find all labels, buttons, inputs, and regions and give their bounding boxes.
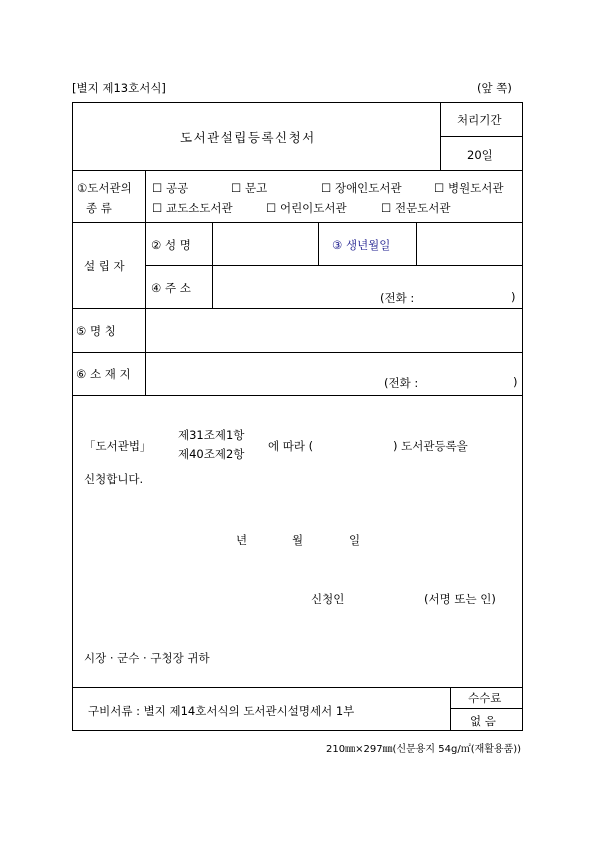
address-field[interactable]	[214, 267, 520, 307]
option-label: 전문도서관	[394, 201, 451, 215]
date-month-label: 월	[292, 533, 304, 547]
birthdate-field[interactable]	[418, 224, 520, 264]
checkbox-icon[interactable]: ☐	[231, 181, 242, 195]
processing-period-label: 처리기간	[457, 113, 502, 127]
founder-phone-label: (전화 :	[380, 291, 415, 305]
address-label: ④ 주 소	[151, 281, 191, 295]
checkbox-icon[interactable]: ☐	[434, 181, 445, 195]
law-name: 「도서관법」	[84, 439, 152, 453]
founder-phone-close: )	[511, 290, 516, 304]
library-name-field[interactable]	[147, 310, 520, 350]
paper-specification: 210㎜×297㎜(신문용지 54g/㎡(재활용품))	[326, 744, 522, 755]
birthdate-label: ③ 생년월일	[332, 238, 391, 252]
article-1: 제31조제1항	[178, 428, 245, 442]
checkbox-icon[interactable]: ☐	[321, 181, 332, 195]
fee-value: 없 음	[470, 714, 496, 728]
library-type-option-prison[interactable]	[152, 200, 233, 216]
register-text: ) 도서관등록을	[393, 439, 468, 453]
library-type-option-bunko[interactable]	[231, 180, 267, 196]
signature-label: (서명 또는 인)	[424, 592, 496, 606]
apply-text: 신청합니다.	[84, 472, 144, 486]
name-field[interactable]	[214, 224, 316, 264]
library-type-label-line1: ①도서관의	[77, 181, 132, 195]
signature-field[interactable]	[354, 586, 420, 606]
option-label: 교도소도서관	[165, 201, 233, 215]
location-phone-close: )	[513, 375, 518, 389]
fee-label: 수수료	[468, 691, 502, 705]
checkbox-icon[interactable]: ☐	[152, 201, 163, 215]
recipient-text: 시장 · 군수 · 구청장 귀하	[84, 651, 210, 665]
library-type-option-disabled[interactable]	[321, 180, 402, 196]
date-year-label: 년	[236, 533, 248, 547]
option-label: 장애인도서관	[334, 181, 402, 195]
according-text: 에 따라 (	[268, 439, 314, 453]
option-label: 공공	[165, 181, 189, 195]
date-day-label: 일	[349, 533, 361, 547]
checkbox-icon[interactable]: ☐	[266, 201, 277, 215]
checkbox-icon[interactable]: ☐	[152, 181, 163, 195]
location-phone-label: (전화 :	[384, 376, 419, 390]
checkbox-icon[interactable]: ☐	[381, 201, 392, 215]
option-label: 병원도서관	[447, 181, 504, 195]
page-side-label: (앞 쪽)	[477, 81, 512, 95]
option-label: 문고	[244, 181, 268, 195]
library-type-option-special[interactable]	[381, 200, 451, 216]
library-type-option-public[interactable]	[152, 180, 188, 196]
option-label: 어린이도서관	[279, 201, 347, 215]
library-kind-blank[interactable]	[336, 434, 392, 452]
processing-period-value: 20일	[467, 148, 493, 162]
library-type-option-hospital[interactable]	[434, 180, 504, 196]
founder-label: 설 립 자	[84, 259, 125, 273]
location-label: ⑥ 소 재 지	[76, 367, 131, 381]
library-type-label-line2: 종 류	[86, 201, 112, 215]
library-type-option-children[interactable]	[266, 200, 347, 216]
form-reference: [별지 제13호서식]	[72, 81, 166, 95]
required-documents: 구비서류 : 별지 제14호서식의 도서관시설명세서 1부	[88, 704, 355, 718]
applicant-label: 신청인	[311, 592, 345, 606]
form-title: 도서관설립등록신청서	[180, 130, 316, 145]
library-name-label: ⑤ 명 칭	[76, 324, 116, 338]
article-2: 제40조제2항	[178, 447, 245, 461]
name-label: ② 성 명	[151, 238, 191, 252]
location-field[interactable]	[147, 354, 520, 394]
